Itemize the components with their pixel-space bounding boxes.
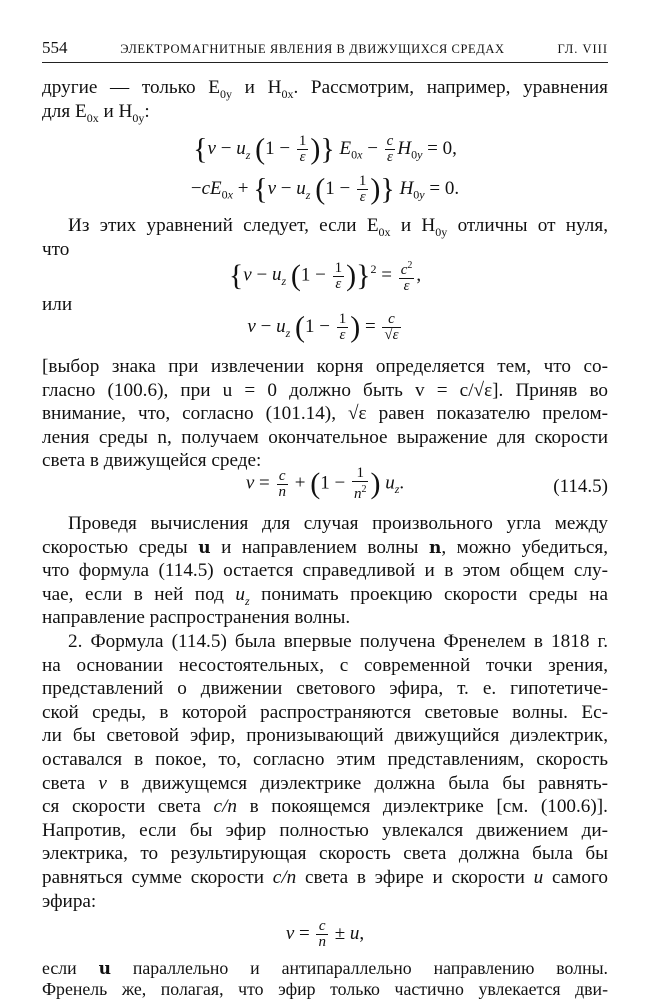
paragraph-5: 2. Формула (114.5) была впервые получена Френелем в 1818 г. на основании несостоятельных, с современной точки зрения, представлений о движении светового эфира, т. е. гипотетиче- ской среды, в которой распространяются световые волны. Ес- ли бы световой эфир, пронизывающий движущийся диэлектрик, оставался в покое, то, согласно этим представлениям, скорость света v в движущемся диэлектрике должна была бы равнять- ся скорости света c/n в покоящемся диэлектрике [см. (100.6)]. Напротив, если бы эфир полностью увлекался движением ди- электрика, то результирующая скорость света должна была бы равняться сумме скорости c/n света в эфире и скорости u самого эфира: [42, 631, 608, 912]
equation-114-5: v = $\frac{c}{n}$ + (1 − $\frac{1}{n^2}$ ) $u_z$. (114.5) [245, 465, 608, 502]
paragraph-2: Из этих уравнений следует, если $E_{0x}$ и $H_{0y}$ отличны от нуля, что [42, 215, 608, 260]
equation-system-line-2: $-cE_{0x} + \{v - u_z$ (1 − $\frac{1}{\varepsilon}$ )} $H_{0y} = 0$. [190, 172, 460, 206]
running-title: ЭЛЕКТРОМАГНИТНЫЕ ЯВЛЕНИЯ В ДВИЖУЩИХСЯ СРЕДАХ [120, 42, 505, 56]
paragraph-3: [выбор знака при извлечении корня определяется тем, что со- гласно (100.6), при u = 0 должно быть v = c/√ε]. Приняв во внимание, что, согласно (101.14), √ε равен показателю прелом- ления среды n, получаем окончательное выражение для скорости света в движущейся среде: [42, 356, 608, 472]
equation-squared: {$v - u_z$ (1 − $\frac{1}{\varepsilon}$ )}$^2$ = $\frac{c^2}{\varepsilon}$ , [228, 259, 422, 294]
equation-sum: v = $\frac{c}{n}$ ± u, [285, 918, 365, 950]
paragraph-6-continued: Френель же, полагая, что эфир только частично увлекается дви- [42, 979, 608, 999]
paragraph-or: или [42, 294, 73, 315]
header-rule [42, 62, 608, 63]
equation-number: (114.5) [553, 476, 608, 497]
running-header [42, 38, 608, 62]
equation-system-line-1: {$v - u_z$ (1 − $\frac{1}{\varepsilon}$ )} $E_{0x}$ − $\frac{c}{\varepsilon}$ $H_{0y} = 0$, [193, 132, 457, 166]
chapter-label: ГЛ. VIII [557, 42, 608, 56]
paragraph-1: другие — только $E_{0y}$ и $H_{0x}$. Рассмотрим, например, уравнения для $E_{0x}$ и $H_{0y}$: [42, 77, 609, 125]
page-number: 554 [42, 38, 68, 57]
paragraph-6: если u параллельно и антипараллельно направлению волны. [42, 958, 608, 979]
equation-root: $v - u_z$ (1 − $\frac{1}{\varepsilon}$ ) = $\frac{c}{√\varepsilon}$ [247, 310, 399, 344]
paragraph-4: Проведя вычисления для случая произвольного угла между скоростью среды u и направлением волны n, можно убедиться, что формула (114.5) остается справедливой и в этом общем слу- чае, если в ней под $u_z$ понимать проекцию скорости среды на направление распространения волны. [42, 513, 609, 629]
